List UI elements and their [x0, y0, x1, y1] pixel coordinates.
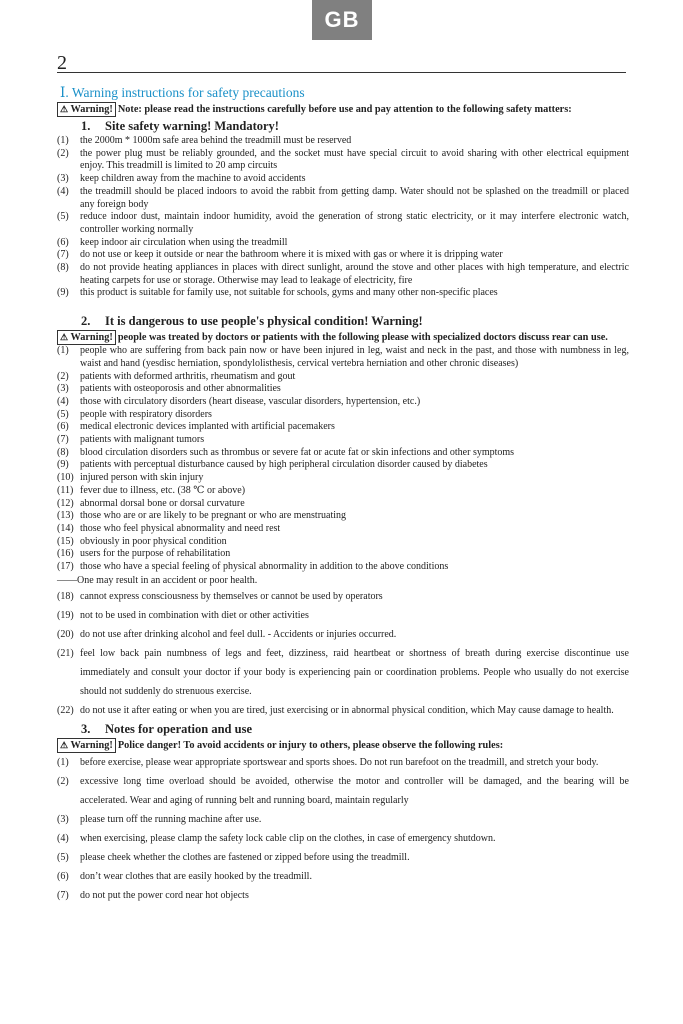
item-text: injured person with skin injury — [80, 472, 204, 484]
item-text: keep children away from the machine to avoid accidents — [80, 173, 306, 185]
section-1-list — [57, 135, 629, 300]
item-number: (10) — [57, 472, 74, 484]
item-number: (6) — [57, 421, 69, 433]
section-3-warning: ⚠ Warning! Police danger! To avoid accidents or injury to others, please observe the following rules: — [57, 738, 629, 753]
item-text: this product is suitable for family use, not suitable for schools, gyms and many other non-specific places — [80, 287, 498, 299]
item-text: patients with perceptual disturbance caused by high peripheral circulation disorder caused by diabetes — [80, 459, 488, 471]
list-item — [57, 173, 629, 186]
list-item — [57, 472, 629, 485]
list-item — [57, 485, 629, 498]
item-number: (9) — [57, 287, 69, 299]
item-text: those who have a special feeling of physical abnormality in addition to the above conditions — [80, 561, 449, 573]
item-number: (22) — [57, 704, 74, 716]
item-text: do not use it after eating or when you are tired, just exercising or in abnormal physical condition, which May cause damage to health. — [80, 704, 614, 716]
list-item — [57, 371, 629, 384]
list-item — [57, 867, 629, 886]
item-number: (13) — [57, 510, 74, 522]
item-number: (1) — [57, 135, 69, 146]
list-item — [57, 701, 629, 720]
list-item — [57, 753, 629, 772]
item-text: do not provide heating appliances in places with direct sunlight, around the stove and other places with high temperature, and electric heating carpets for use or storage. Otherwise may lead to leakage of electricity, fire — [80, 262, 629, 286]
list-item — [57, 287, 629, 300]
list-item — [57, 536, 629, 549]
list-item — [57, 644, 629, 701]
list-item — [57, 606, 629, 625]
item-text: cannot express consciousness by themselves or cannot be used by operators — [80, 590, 383, 602]
dash-note: ——One may result in an accident or poor health. — [57, 574, 258, 586]
list-item — [57, 396, 629, 409]
item-number: (5) — [57, 408, 69, 420]
item-text: medical electronic devices implanted with artificial pacemakers — [80, 421, 335, 433]
warning-triangle-icon: ⚠ — [60, 104, 69, 114]
item-number: (1) — [57, 345, 69, 357]
warning-label: ⚠ Warning! — [57, 330, 116, 345]
list-item — [57, 447, 629, 460]
item-number: (3) — [57, 383, 69, 395]
item-number: (21) — [57, 647, 74, 659]
list-item — [57, 135, 629, 148]
item-text: users for the purpose of rehabilitation — [80, 548, 231, 560]
item-text: obviously in poor physical condition — [80, 535, 227, 547]
language-badge: GB — [312, 0, 372, 40]
warning-label: ⚠ Warning! — [57, 102, 116, 117]
item-number: (5) — [57, 851, 69, 863]
page-number: 2 — [57, 52, 67, 74]
item-number: (14) — [57, 522, 74, 534]
section-2-warning: ⚠ Warning! people was treated by doctors or patients with the following please with specialized doctors discuss rear can use. — [57, 330, 629, 345]
item-text: please cheek whether the clothes are fastened or zipped before using the treadmill. — [80, 851, 410, 863]
item-text: those who feel physical abnormality and need rest — [80, 522, 281, 534]
item-number: (18) — [57, 590, 74, 602]
item-number: (6) — [57, 870, 69, 882]
item-text: do not use or keep it outside or near the bathroom where it is mixed with gas or where it is dripping water — [80, 249, 503, 261]
item-number: (2) — [57, 775, 69, 787]
section-1-heading: 1. Site safety warning! Mandatory! — [81, 119, 279, 133]
item-text: do not put the power cord near hot objects — [80, 889, 249, 901]
list-item — [57, 345, 629, 370]
list-item — [57, 548, 629, 561]
item-number: (12) — [57, 497, 74, 509]
page-content — [57, 102, 629, 905]
item-text: keep indoor air circulation when using the treadmill — [80, 236, 288, 248]
item-text: excessive long time overload should be avoided, otherwise the motor and controller will be damaged, and the bearing will be accelerated. Wear and aging of running belt and running board, maintain regularly — [80, 775, 629, 806]
warning-label: ⚠ Warning! — [57, 738, 116, 753]
item-text: people with respiratory disorders — [80, 408, 212, 420]
item-text: those who are or are likely to be pregnant or who are menstruating — [80, 510, 347, 522]
item-number: (20) — [57, 628, 74, 640]
item-number: (6) — [57, 236, 69, 248]
item-number: (4) — [57, 395, 69, 407]
section-2-list-continued — [57, 587, 629, 720]
section-2-heading: 2. It is dangerous to use people's physical condition! Warning! — [81, 314, 423, 329]
header-rule — [57, 72, 626, 73]
section-3-heading: 3. Notes for operation and use — [81, 721, 252, 736]
item-text: feel low back pain numbness of legs and feet, dizziness, raid heartbeat or shortness of breath during exercise discontinue use immediately and consult your doctor if your body is experiencing pain or coordination problems. People who usually do not exercise should not suddenly do strenuous exercise. — [80, 647, 629, 697]
list-item — [57, 510, 629, 523]
list-item — [57, 810, 629, 829]
item-number: (9) — [57, 459, 69, 471]
item-text: those with circulatory disorders (heart disease, vascular disorders, hypertension, etc.) — [80, 395, 421, 407]
item-text: fever due to illness, etc. (38 ℃ or above) — [80, 484, 246, 496]
item-number: (7) — [57, 249, 69, 261]
item-number: (16) — [57, 548, 74, 560]
item-number: (17) — [57, 561, 74, 573]
item-number: (19) — [57, 609, 74, 621]
list-item — [57, 434, 629, 447]
item-number: (3) — [57, 813, 69, 825]
item-number: (4) — [57, 832, 69, 844]
list-item — [57, 409, 629, 422]
item-text: people who are suffering from back pain now or have been injured in leg, waist and neck in the past, and those with numbness in leg, waist and hand (yesdisc herniation, spondylolisthesis, cervical vertebra herniation and other chronic diseases) — [80, 345, 629, 369]
section-3-list — [57, 753, 629, 905]
list-item — [57, 848, 629, 867]
item-number: (7) — [57, 434, 69, 446]
list-item — [57, 886, 629, 905]
item-number: (5) — [57, 211, 69, 223]
list-item — [57, 459, 629, 472]
list-item — [57, 211, 629, 236]
list-item — [57, 186, 629, 211]
list-item — [57, 148, 629, 173]
warning-triangle-icon: ⚠ — [60, 332, 69, 343]
list-item — [57, 262, 629, 287]
list-item — [57, 498, 629, 511]
item-text: before exercise, please wear appropriate sportswear and sports shoes. Do not run barefoot on the treadmill, and stretch your body. — [80, 756, 599, 768]
list-item — [57, 421, 629, 434]
item-number: (8) — [57, 446, 69, 458]
item-text: reduce indoor dust, maintain indoor humidity, avoid the generation of strong static electricity, or it may interfere electronic watch, controller working normally — [80, 211, 629, 235]
list-item — [57, 587, 629, 606]
intro-warning: ⚠ Warning! Note: please read the instructions carefully before use and pay attention to the following safety matters: — [57, 102, 629, 117]
item-number: (3) — [57, 173, 69, 185]
list-item — [57, 237, 629, 250]
item-text: patients with osteoporosis and other abnormalities — [80, 383, 281, 395]
item-number: (2) — [57, 147, 69, 159]
item-text: please turn off the running machine after use. — [80, 813, 262, 825]
list-item — [57, 561, 629, 574]
item-text: blood circulation disorders such as thrombus or severe fat or acute fat or skin infections and other symptoms — [80, 446, 515, 458]
section-title: Ⅰ. Warning instructions for safety precautions — [60, 85, 305, 100]
item-number: (4) — [57, 185, 69, 197]
item-text: not to be used in combination with diet or other activities — [80, 609, 309, 621]
item-text: do not use after drinking alcohol and feel dull. - Accidents or injuries occurred. — [80, 628, 397, 640]
list-item — [57, 383, 629, 396]
list-item — [57, 523, 629, 536]
item-number: (2) — [57, 370, 69, 382]
item-text: don’t wear clothes that are easily hooked by the treadmill. — [80, 870, 312, 882]
item-number: (15) — [57, 535, 74, 547]
item-number: (7) — [57, 889, 69, 901]
list-item — [57, 829, 629, 848]
item-text: patients with malignant tumors — [80, 434, 205, 446]
list-item — [57, 772, 629, 810]
list-item — [57, 249, 629, 262]
item-text: abnormal dorsal bone or dorsal curvature — [80, 497, 245, 509]
section-2-list — [57, 345, 629, 574]
list-item — [57, 625, 629, 644]
item-text: when exercising, please clamp the safety lock cable clip on the clothes, in case of emergency shutdown. — [80, 832, 496, 844]
item-number: (1) — [57, 756, 69, 768]
warning-triangle-icon: ⚠ — [60, 739, 69, 750]
item-number: (8) — [57, 262, 69, 274]
item-text: the power plug must be reliably grounded, and the socket must have special circuit to avoid sharing with other electrical equipment enjoy. This treadmill is limited to 20 amp circuits — [80, 147, 629, 172]
item-number: (11) — [57, 484, 74, 496]
item-text: patients with deformed arthritis, rheumatism and gout — [80, 370, 296, 382]
item-text: the treadmill should be placed indoors to avoid the rabbit from getting damp. Water should not be splashed on the treadmill or placed any foreign body — [80, 185, 629, 210]
item-text: the 2000m * 1000m safe area behind the treadmill must be reserved — [80, 135, 352, 146]
